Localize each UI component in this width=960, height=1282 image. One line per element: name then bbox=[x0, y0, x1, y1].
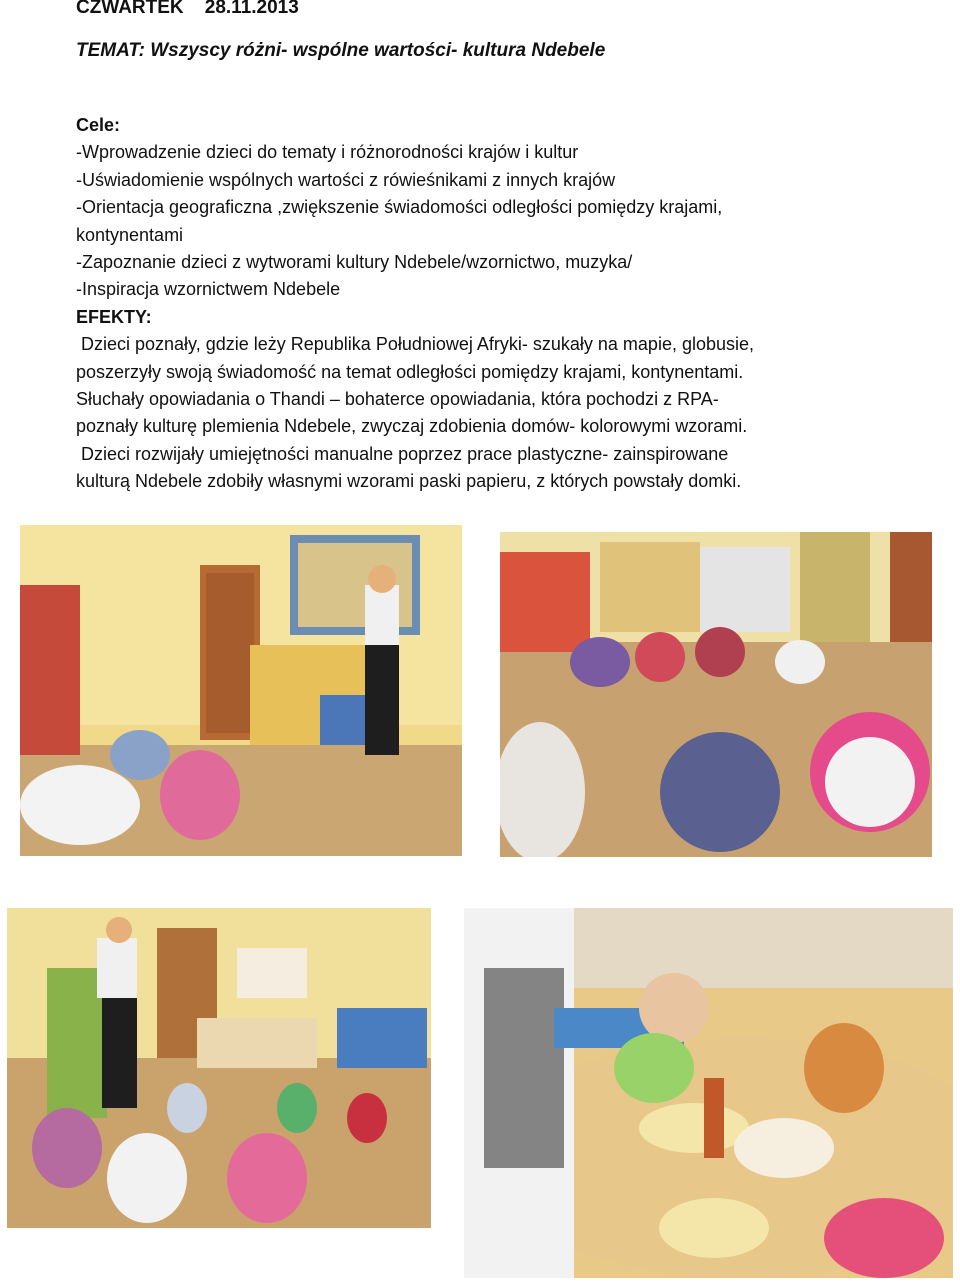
photo-children-sitting-in-circle bbox=[500, 532, 932, 857]
goal-line: -Inspiracja wzornictwem Ndebele bbox=[76, 279, 341, 300]
goal-line: -Orientacja geograficzna ,zwiększenie świadomości odległości pomiędzy krajami, bbox=[76, 197, 723, 218]
lesson-description bbox=[76, 112, 936, 496]
effect-line: poszerzyły swoją świadomość na temat odległości pomiędzy krajami, kontynentami. bbox=[76, 361, 744, 382]
effect-line: Dzieci poznały, gdzie leży Republika Południowej Afryki- szukały na mapie, globusie, bbox=[76, 334, 755, 355]
effect-line: Dzieci rozwijały umiejętności manualne poprzez prace plastyczne- zainspirowane bbox=[76, 443, 729, 464]
photo-teacher-storytelling bbox=[7, 908, 431, 1228]
photo-children-crafting-at-table bbox=[464, 908, 953, 1278]
goal-line: -Wprowadzenie dzieci do tematy i różnorodności krajów i kultur bbox=[76, 142, 579, 163]
goal-line: -Uświadomienie wspólnych wartości z rówieśnikami z innych krajów bbox=[76, 169, 616, 190]
effect-line: poznały kulturę plemienia Ndebele, zwyczaj zdobienia domów- kolorowymi wzorami. bbox=[76, 416, 748, 437]
goal-line: -Zapoznanie dzieci z wytworami kultury Ndebele/wzornictwo, muzyka/ bbox=[76, 252, 633, 273]
effect-line: kulturą Ndebele zdobiły własnymi wzorami paski papieru, z których powstały domki. bbox=[76, 471, 742, 492]
topic-heading: TEMAT: Wszyscy różni- wspólne wartości- kultura Ndebele bbox=[76, 40, 606, 61]
goals-heading: Cele: bbox=[76, 115, 121, 135]
date-heading: CZWARTEK 28.11.2013 bbox=[76, 0, 299, 18]
photo-teacher-at-world-map bbox=[20, 525, 462, 856]
effect-line: Słuchały opowiadania o Thandi – bohaterce opowiadania, która pochodzi z RPA- bbox=[76, 389, 719, 410]
effects-heading: EFEKTY: bbox=[76, 306, 152, 327]
goal-line: kontynentami bbox=[76, 224, 184, 245]
